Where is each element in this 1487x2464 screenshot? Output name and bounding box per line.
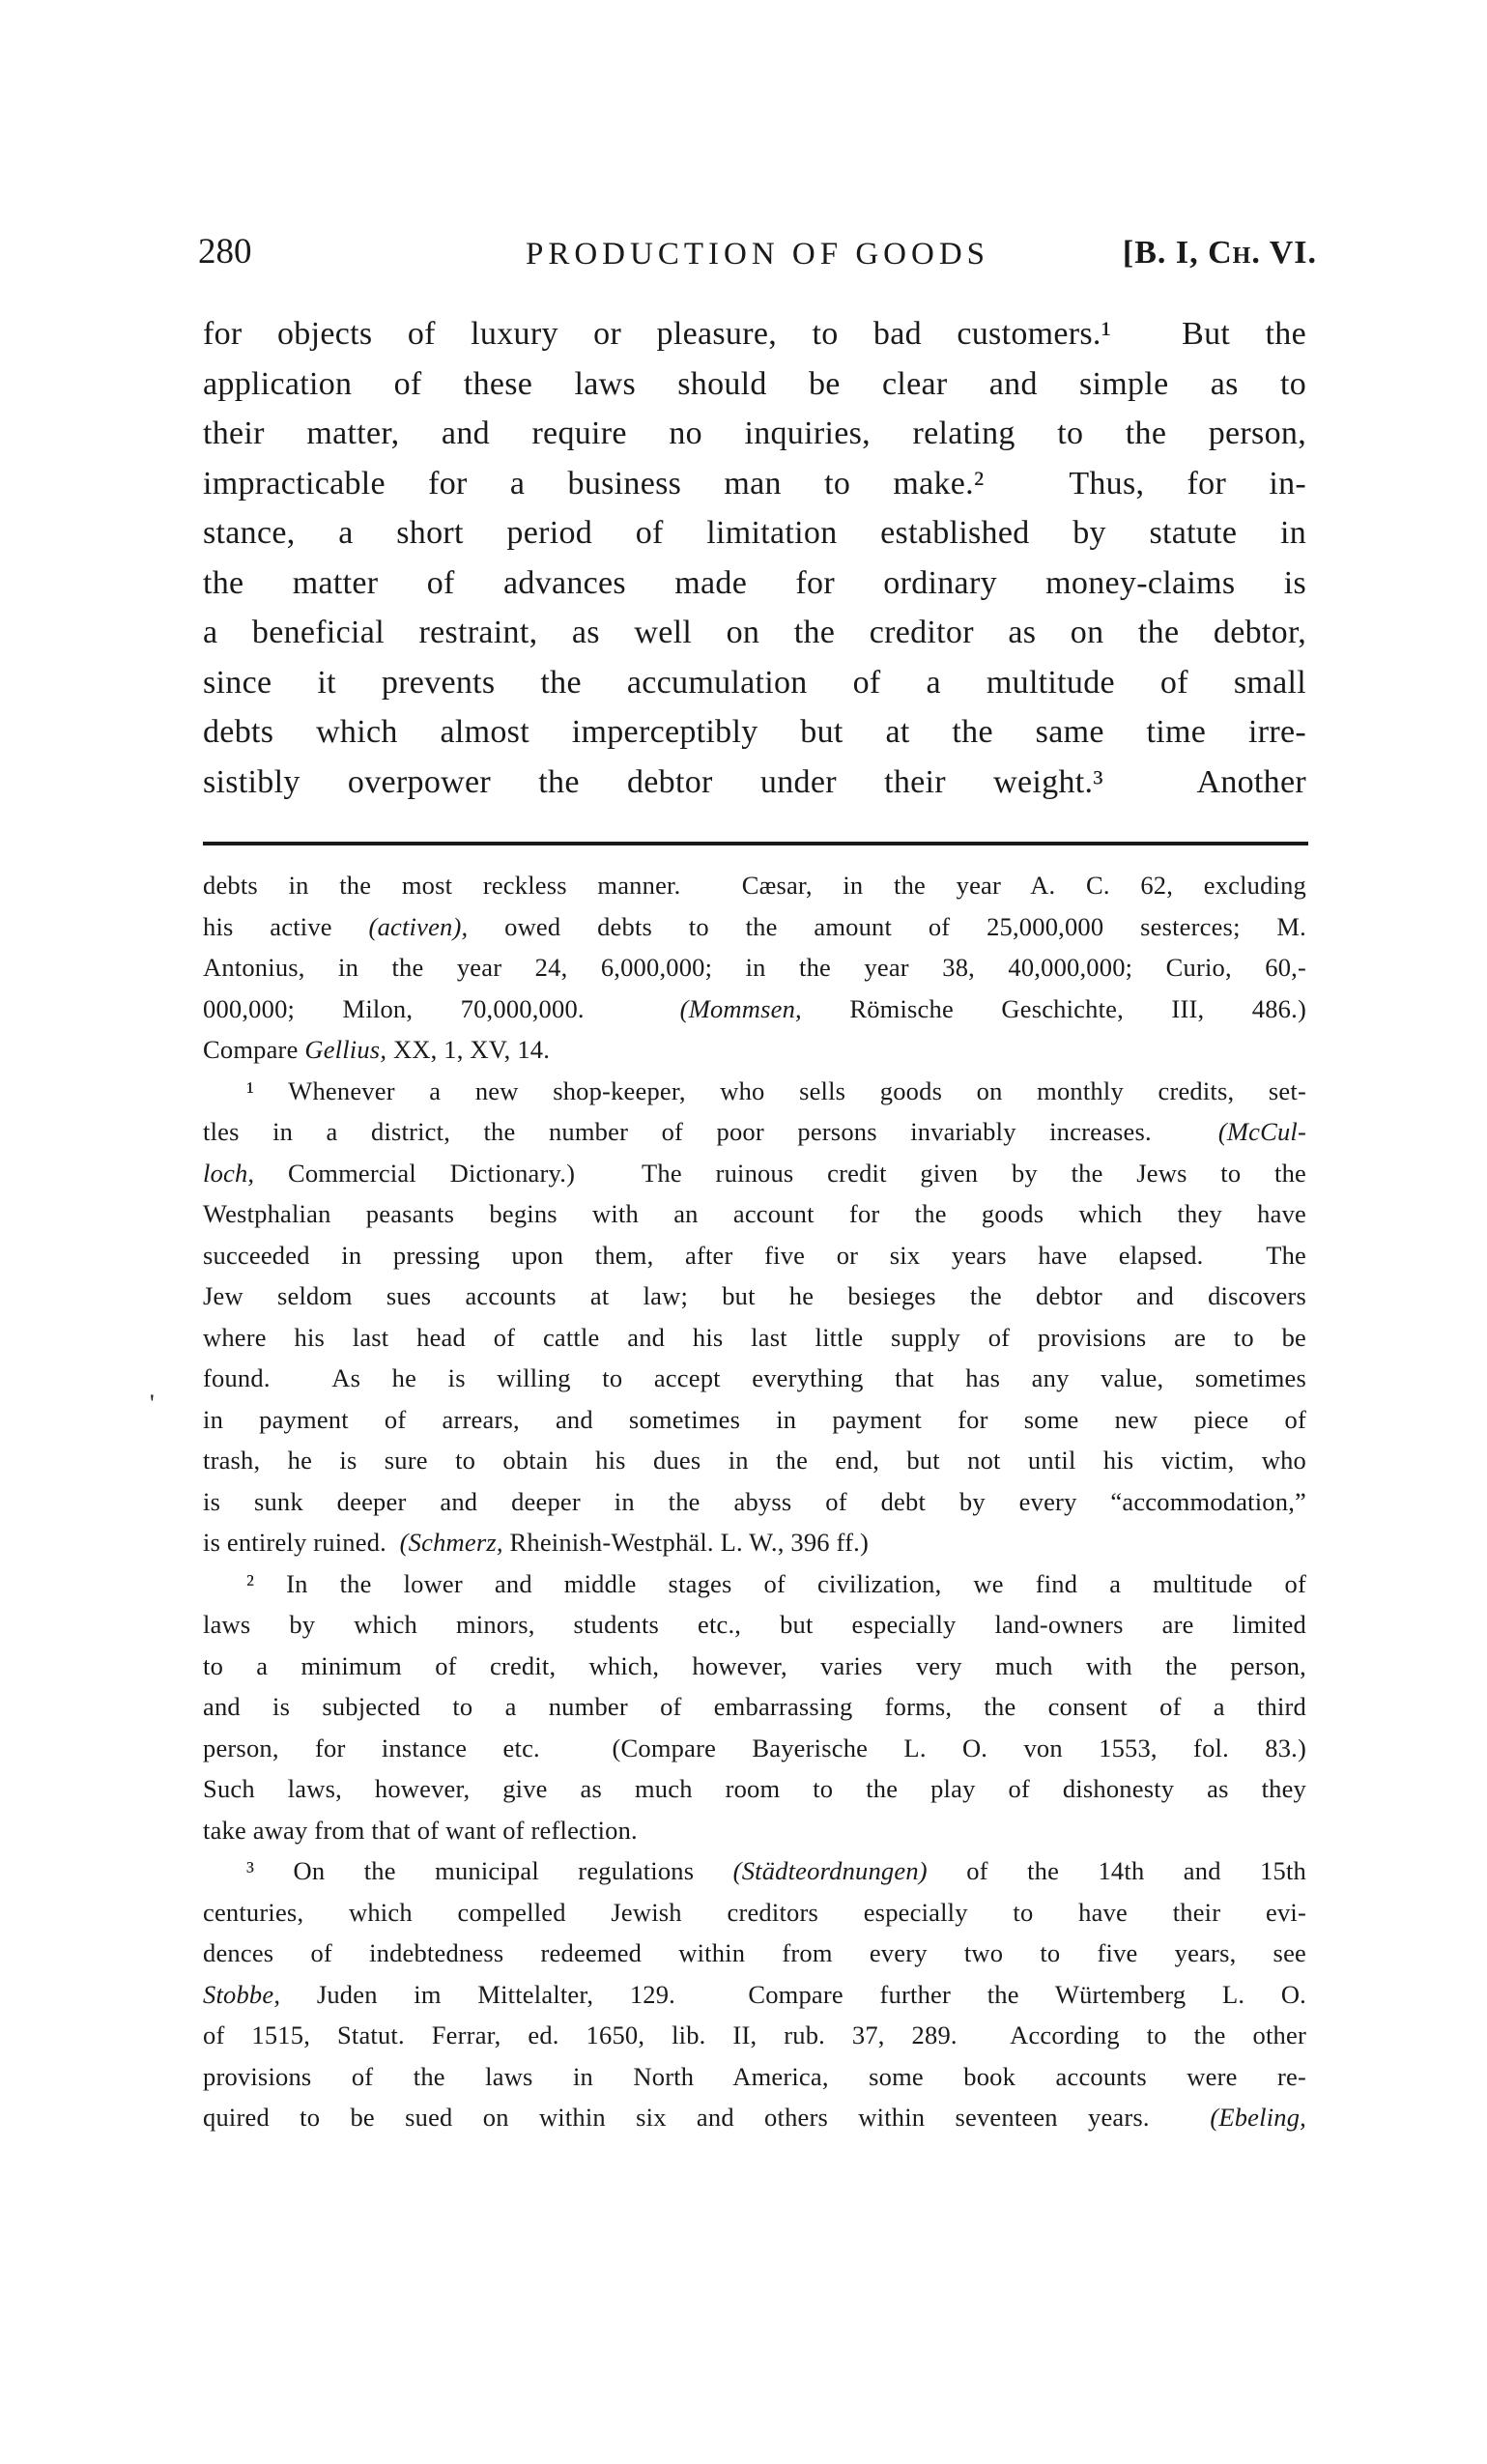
footnote-line — [203, 1153, 1306, 1194]
footnote-text-segment: is entirely ruined. — [203, 1528, 400, 1557]
footnote-text-segment: person, for instance etc. (Compare Bayerische L. O. von 1553, fol. 83.) — [203, 1733, 1306, 1762]
footnote-separator-rule — [203, 842, 1308, 845]
footnote-italic-segment: (Schmerz, — [399, 1528, 503, 1557]
footnote-text-segment: ¹ Whenever a new shop-keeper, who sells goods on monthly credits, set- — [246, 1075, 1306, 1105]
footnote-text-segment: tles in a district, the number of poor persons invariably increases. — [203, 1117, 1218, 1146]
footnote-text-segment: take away from that of want of reflection. — [203, 1815, 638, 1845]
footnote-text-segment: owed debts to the amount of 25,000,000 sesterces; M. — [468, 911, 1306, 941]
footnote-italic-segment: Stobbe, — [203, 1979, 281, 2009]
footnote-text-segment: Westphalian peasants begins with an account for the goods which they have — [203, 1199, 1306, 1228]
footnote-line — [203, 2015, 1306, 2056]
footnote-text-segment: in payment of arrears, and sometimes in payment for some new piece of — [203, 1404, 1306, 1434]
footnote-text-segment: 000,000; Milon, 70,000,000. — [203, 993, 680, 1023]
footnote-line — [203, 1481, 1306, 1523]
footnote-italic-segment: loch, — [203, 1158, 255, 1188]
footnote-text-segment: quired to be sued on within six and others within seventeen years. — [203, 2103, 1211, 2132]
body-text-line: a beneficial restraint, as well on the creditor as on the debtor, — [203, 615, 1306, 650]
footnote-italic-segment: (Mommsen, — [679, 993, 802, 1023]
footnote-text-segment: Rheinish-Westphäl. L. W., 396 ff.) — [502, 1528, 869, 1557]
footnote-text-segment: debts in the most reckless manner. Cæsar, in the year A. C. 62, excluding — [203, 871, 1306, 900]
footnote-text-segment: of 1515, Statut. Ferrar, ed. 1650, lib. II, rub. 37, 289. According to the other — [203, 2020, 1306, 2049]
footnote-line — [203, 1933, 1306, 1974]
chapter-reference: [B. I, Ch. VI. — [1122, 235, 1317, 271]
footnote-line — [203, 1686, 1306, 1728]
footnote-line — [203, 1646, 1306, 1687]
footnote-line — [203, 1358, 1306, 1399]
footnote-text-segment: Jew seldom sues accounts at law; but he besieges the debtor and discovers — [203, 1281, 1306, 1310]
footnote-line — [203, 865, 1306, 906]
body-text-line: stance, a short period of limitation established by statute in — [203, 515, 1306, 551]
footnote-line — [203, 1111, 1306, 1153]
footnote-line — [203, 947, 1306, 988]
body-text-line: the matter of advances made for ordinary money-claims is — [203, 564, 1306, 601]
footnote-italic-segment: (Städteordnungen) — [732, 1856, 928, 1885]
footnote-text-segment: found. As he is willing to accept everything that has any value, sometimes — [203, 1363, 1306, 1392]
footnote-italic-segment: (McCul- — [1217, 1117, 1306, 1146]
footnote-line — [203, 1974, 1306, 2016]
body-text-line: since it prevents the accumulation of a multitude of small — [203, 664, 1306, 701]
body-text-line: application of these laws should be clear and simple as to — [203, 365, 1306, 402]
footnote-line — [203, 1892, 1306, 1934]
body-text-line: impracticable for a business man to make.² Thus, for in- — [203, 465, 1306, 501]
footnote-text-segment: is sunk deeper and deeper in the abyss of debt by every “accommodation,” — [203, 1486, 1306, 1516]
footnote-line — [203, 1193, 1306, 1235]
body-text-line: debts which almost imperceptibly but at the same time irre- — [203, 714, 1306, 750]
footnote-italic-segment: (activen), — [368, 911, 469, 941]
footnote-text-segment: ³ On the municipal regulations — [246, 1856, 733, 1885]
footnote-line — [203, 1317, 1306, 1359]
footnote-line — [203, 1275, 1306, 1317]
footnote-line — [203, 1563, 1306, 1605]
footnote-text-segment: of the 14th and 15th — [927, 1856, 1306, 1885]
footnote-line — [203, 1810, 1306, 1851]
footnote-italic-segment: (Ebeling, — [1210, 2103, 1306, 2132]
footnote-text-segment: Römische Geschichte, III, 486.) — [801, 993, 1306, 1023]
footnote-text-segment: to a minimum of credit, which, however, varies very much with the person, — [203, 1650, 1306, 1680]
page-number: 280 — [198, 232, 252, 272]
footnote-line — [203, 1071, 1306, 1112]
scan-artifact: ' — [150, 1390, 155, 1418]
body-text-line: for objects of luxury or pleasure, to bad customers.¹ But the — [203, 316, 1306, 352]
footnote-text-segment: ² In the lower and middle stages of civilization, we find a multitude of — [246, 1568, 1306, 1598]
footnote-line — [203, 906, 1306, 948]
footnote-line — [203, 988, 1306, 1030]
body-text-line: their matter, and require no inquiries, relating to the person, — [203, 415, 1306, 451]
footnote-line — [203, 1768, 1306, 1810]
footnote-text-segment: XX, 1, XV, 14. — [386, 1035, 551, 1064]
footnote-line — [203, 1522, 1306, 1563]
footnote-text-segment: centuries, which compelled Jewish creditors especially to have their evi- — [203, 1897, 1306, 1927]
footnote-text-segment: Antonius, in the year 24, 6,000,000; in the year 38, 40,000,000; Curio, 60,- — [203, 953, 1306, 982]
footnote-line — [203, 1440, 1306, 1481]
footnote-text-segment: his active — [203, 911, 369, 941]
footnote-text-segment: where his last head of cattle and his last little supply of provisions are to be — [203, 1322, 1306, 1352]
footnote-line — [203, 2097, 1306, 2138]
footnote-text-segment: Compare — [203, 1035, 305, 1064]
footnote-line — [203, 1029, 1306, 1071]
main-text — [203, 309, 1306, 807]
footnote-line — [203, 1728, 1306, 1769]
body-text-line: sistibly overpower the debtor under their weight.³ Another — [203, 763, 1306, 800]
footnote-text-segment: dences of indebtedness redeemed within from every two to five years, see — [203, 1938, 1306, 1967]
footnote-text-segment: succeeded in pressing upon them, after five or six years have elapsed. The — [203, 1240, 1306, 1270]
footnote-line — [203, 1399, 1306, 1441]
footnotes — [203, 865, 1306, 2138]
footnote-line — [203, 1604, 1306, 1646]
running-title: PRODUCTION OF GOODS — [525, 237, 990, 272]
footnote-line — [203, 1235, 1306, 1276]
footnote-text-segment: trash, he is sure to obtain his dues in the end, but not until his victim, who — [203, 1446, 1306, 1475]
footnote-text-segment: and is subjected to a number of embarrassing forms, the consent of a third — [203, 1692, 1306, 1721]
footnote-line — [203, 1850, 1306, 1892]
footnote-text-segment: Commercial Dictionary.) The ruinous credit given by the Jews to the — [254, 1158, 1306, 1188]
footnote-text-segment: Such laws, however, give as much room to the play of dishonesty as they — [203, 1774, 1306, 1803]
footnote-text-segment: laws by which minors, students etc., but especially land-owners are limited — [203, 1610, 1306, 1639]
footnote-text-segment: Juden im Mittelalter, 129. Compare further the Würtemberg L. O. — [280, 1979, 1306, 2009]
footnote-text-segment: provisions of the laws in North America, some book accounts were re- — [203, 2061, 1306, 2091]
footnote-italic-segment: Gellius, — [304, 1035, 387, 1064]
footnote-line — [203, 2056, 1306, 2098]
